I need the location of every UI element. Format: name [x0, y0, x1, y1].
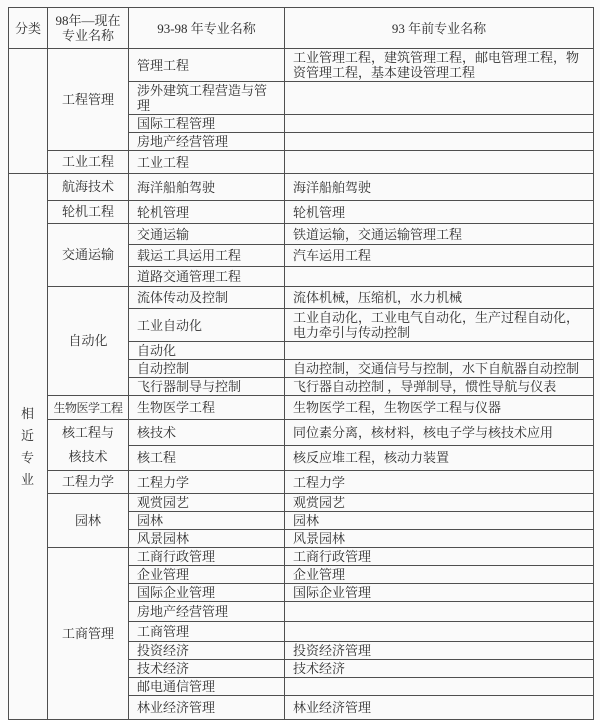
- major-mid-cell: 海洋船舶驾驶: [129, 174, 285, 201]
- major-old-cell: 汽车运用工程: [285, 245, 594, 267]
- major-old-cell: 风景园林: [285, 530, 594, 548]
- group-cell-business-administration: 工商管理: [48, 548, 129, 720]
- major-old-cell: 核反应堆工程，核动力装置: [285, 445, 594, 471]
- major-old-cell: 工业自动化，工业电气自动化，生产过程自动化，电力牵引与传动控制: [285, 309, 594, 342]
- group-cell-biomedical-engineering: 生物医学工程: [48, 396, 129, 420]
- major-mid-cell: 林业经济管理: [129, 696, 285, 720]
- major-mid-cell: 涉外建筑工程营造与管理: [129, 82, 285, 115]
- table-row: [9, 287, 594, 309]
- major-mid-cell: 房地产经营管理: [129, 133, 285, 151]
- major-old-cell: [285, 115, 594, 133]
- category-cell-related: 相近专业: [9, 174, 48, 720]
- major-mid-cell: 国际企业管理: [129, 584, 285, 602]
- major-mid-cell: 生物医学工程: [129, 396, 285, 420]
- major-mid-cell: 轮机管理: [129, 201, 285, 224]
- major-mid-cell: 国际工程管理: [129, 115, 285, 133]
- major-old-cell: 自动控制，交通信号与控制，水下自航器自动控制: [285, 360, 594, 378]
- table-row: [9, 174, 594, 201]
- major-old-cell: 观赏园艺: [285, 494, 594, 512]
- major-mid-cell: 核工程: [129, 445, 285, 471]
- table-row: [9, 151, 594, 174]
- table-row: [9, 201, 594, 224]
- major-mid-cell: 风景园林: [129, 530, 285, 548]
- major-mid-cell: 核技术: [129, 420, 285, 446]
- group-cell-nuclear-engineering: 核工程与核技术: [48, 420, 129, 471]
- major-mid-cell: 房地产经营管理: [129, 602, 285, 622]
- major-old-cell: 投资经济管理: [285, 642, 594, 660]
- major-old-cell: [285, 151, 594, 174]
- table-row: [9, 49, 594, 82]
- major-mid-cell: 观赏园艺: [129, 494, 285, 512]
- major-mid-cell: 载运工具运用工程: [129, 245, 285, 267]
- major-mid-cell: 工业自动化: [129, 309, 285, 342]
- group-cell-industrial-engineering: 工业工程: [48, 151, 129, 174]
- major-old-cell: 同位素分离，核材料，核电子学与核技术应用: [285, 420, 594, 446]
- major-old-cell: 国际企业管理: [285, 584, 594, 602]
- table-row: [9, 224, 594, 245]
- major-mid-cell: 流体传动及控制: [129, 287, 285, 309]
- major-old-cell: 轮机管理: [285, 201, 594, 224]
- major-old-cell: 工商行政管理: [285, 548, 594, 566]
- major-old-cell: [285, 267, 594, 287]
- major-mid-cell: 飞行器制导与控制: [129, 378, 285, 396]
- major-mid-cell: 投资经济: [129, 642, 285, 660]
- major-old-cell: 流体机械，压缩机，水力机械: [285, 287, 594, 309]
- major-old-cell: [285, 622, 594, 642]
- major-old-cell: 铁道运输，交通运输管理工程: [285, 224, 594, 245]
- group-cell-transportation: 交通运输: [48, 224, 129, 287]
- group-cell-automation: 自动化: [48, 287, 129, 396]
- category-cell-empty: [9, 49, 48, 174]
- major-old-cell: [285, 602, 594, 622]
- group-cell-marine-engineering: 轮机工程: [48, 201, 129, 224]
- header-mid-name: 93-98 年专业名称: [129, 8, 285, 49]
- major-mid-cell: 道路交通管理工程: [129, 267, 285, 287]
- major-old-cell: 林业经济管理: [285, 696, 594, 720]
- table-row: [9, 420, 594, 446]
- header-old-name: 93 年前专业名称: [285, 8, 594, 49]
- major-old-cell: 企业管理: [285, 566, 594, 584]
- major-mid-cell: 技术经济: [129, 660, 285, 678]
- major-mid-cell: 交通运输: [129, 224, 285, 245]
- major-old-cell: 园林: [285, 512, 594, 530]
- major-old-cell: 工业管理工程，建筑管理工程，邮电管理工程，物资管理工程，基本建设管理工程: [285, 49, 594, 82]
- major-mid-cell: 工商行政管理: [129, 548, 285, 566]
- major-mid-cell: 工业工程: [129, 151, 285, 174]
- major-mid-cell: 工商管理: [129, 622, 285, 642]
- major-mid-cell: 企业管理: [129, 566, 285, 584]
- group-cell-engineering-mechanics: 工程力学: [48, 471, 129, 494]
- major-old-cell: [285, 82, 594, 115]
- header-category: 分类: [9, 8, 48, 49]
- major-mid-cell: 管理工程: [129, 49, 285, 82]
- major-mid-cell: 自动化: [129, 342, 285, 360]
- major-mid-cell: 工程力学: [129, 471, 285, 494]
- header-current-name: 98年—现在专业名称: [48, 8, 129, 49]
- classification-table: [8, 7, 594, 720]
- major-old-cell: 海洋船舶驾驶: [285, 174, 594, 201]
- group-cell-landscape: 园林: [48, 494, 129, 548]
- group-cell-navigation-technology: 航海技术: [48, 174, 129, 201]
- table-row: [9, 494, 594, 512]
- major-old-cell: 飞行器自动控制 ，导弹制导，惯性导航与仪表: [285, 378, 594, 396]
- major-old-cell: 工程力学: [285, 471, 594, 494]
- major-mid-cell: 邮电通信管理: [129, 678, 285, 696]
- major-old-cell: [285, 133, 594, 151]
- table-row: [9, 396, 594, 420]
- major-old-cell: [285, 678, 594, 696]
- table-row: [9, 548, 594, 566]
- major-old-cell: 生物医学工程，生物医学工程与仪器: [285, 396, 594, 420]
- major-old-cell: 技术经济: [285, 660, 594, 678]
- major-mid-cell: 自动控制: [129, 360, 285, 378]
- header-row: [9, 8, 594, 49]
- group-cell-engineering-management: 工程管理: [48, 49, 129, 151]
- major-mid-cell: 园林: [129, 512, 285, 530]
- table-row: [9, 471, 594, 494]
- major-old-cell: [285, 342, 594, 360]
